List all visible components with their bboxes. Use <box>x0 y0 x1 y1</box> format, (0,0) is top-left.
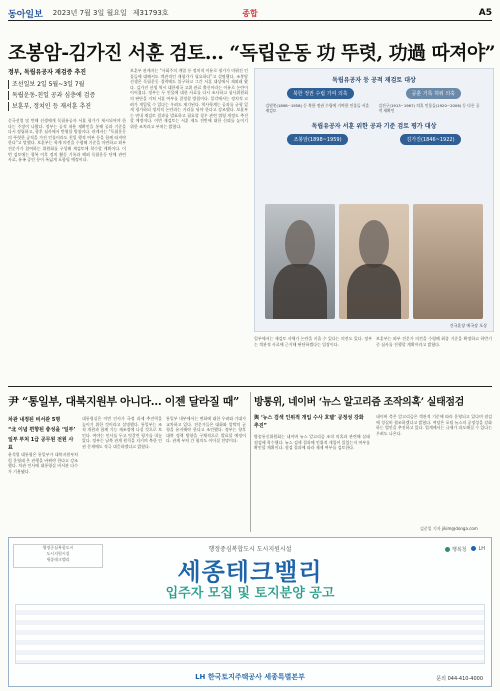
section-label: 종합 <box>242 8 258 18</box>
person-pill: 조봉암(1898~1959) <box>287 134 347 145</box>
page-number: A5 <box>478 8 492 18</box>
category-pill: 북한 정권 수립 기여 의혹 <box>287 88 354 99</box>
story-body: 네이버 측은 알고리즘은 객관적 기준에 따라 운영되고 있다며 점검에 성실히 협조하겠다고 밝혔다. 여당은 포털 뉴스의 공정성을 강화하는 법안을 추진하고 있다. 업계에서는 규제가 과도해질 수 있다는 우려도 나온다. <box>376 414 492 436</box>
infographic-subtitle: 독립유공자 서훈 위한 공과 기준 검토 평가 대상 <box>311 123 437 130</box>
body-column-3: 일부에서는 재검토 자체가 논란을 키울 수 있다는 의견도 있다. 정부는 객관적 사료에 근거해 판단하겠다는 입장이다. <box>254 336 372 347</box>
person-pill: 김가진(1846~1922) <box>400 134 460 145</box>
ad-side-text: 세종테크밸리 <box>46 557 70 562</box>
story-deck: “北 이념 편향된 충성을 ‘일부’ <box>8 427 76 433</box>
ad-side-text: 도시지원시설 <box>46 551 70 556</box>
story-body: 통일부 내부에서는 변화에 대한 우려와 기대가 교차하고 있다. 전문가들은 대화와 압박의 균형을 유지해야 한다고 조언했다. 정부는 향후 대북 정책 방향을 구체적으로 발표할 예정이다. 관계 부처 간 협의도 이어질 전망이다. <box>166 416 246 444</box>
issue-date: 2023년 7월 3일 월요일 <box>52 9 127 17</box>
lede-list <box>8 80 128 113</box>
story-body: 윤석열 대통령은 통일부가 대북지원부처럼 운영돼 온 관행을 바꿔야 한다고 강조했다. 차관 인사에 대통령실 비서관 다수가 기용됐다. <box>8 452 78 474</box>
lede-item: 보훈부, 정치인 등 재서훈 추진 <box>8 102 128 111</box>
story-deck: 차관 내정된 비서관 5명 <box>8 417 61 423</box>
body-column-1: 순국선열 및 만해 선생에게 독립유공자 서훈 평가가 제시되어야 한다는 주장이 나왔다. 정부는 공적 내용 재확인을 통해 공과 기준을 다시 정립하고, 향후 심사에서 반영할 방침이다. 관계자는 “독립운동의 뚜렷한 공적을 가진 인물이라도 친일 행적 여부 등을 함께 따져야 한다”고 말했다. 보훈부는 학계 의견을 수렴해 기준을 마련하고 외부 전문가가 참여하는 위원회를 구성해 재검토에 착수할 계획이다. 이번 검토에는 광복 이후 정치 활동 기록과 해외 독립운동 단체 관련 사료, 유족 증언 등이 폭넓게 포함될 예정이다. <box>8 118 126 163</box>
body-column-2: 보훈부 관계자는 “사회주의 계열 등 정치적 이유로 평가가 미뤄진 인물들에 대해서도 객관적인 재평가가 필요하다”고 설명했다. 조봉암 선생은 독립운동 경력에도 불구하고 그간 서훈 대상에서 제외돼 왔다. 김가진 선생 역시 대한제국 고위 관료 출신이라는 이유로 논란이 이어졌다. 정부는 두 인물에 대한 사료를 다시 조사하고 심사위원회의 판단을 거쳐 서훈 여부를 결정할 방침이다. 일각에서는 정치적 고려가 개입될 수 있다는 우려도 제기된다. 역사학계는 공과를 균형 있게 평가하되 정치적 논란과는 거리를 둬야 한다고 강조했다. 보훈부는 연내 재검토 결과를 발표하고 필요할 경우 관련 법령 개정도 추진할 예정이다. 이번 재검토는 서훈 제도 전반에 대한 신뢰를 높이기 위한 조치라고 부처는 밝혔다. <box>130 68 248 129</box>
ad-kicker: 행정중심복합도시 도시지원시설 <box>208 546 292 553</box>
medal-photo <box>413 204 483 319</box>
story-deck: 與 ‘뉴스 검색 인위적 개입 수사 호텔’ 공정성 강화 추진” <box>254 415 364 429</box>
ad-footer: LH 한국토지주택공사 세종특별본부 <box>195 673 305 681</box>
lede-item: 조선일보 2일 5월~3일 7월 <box>8 80 128 89</box>
story-headline: 방통위, 네이버 ‘뉴스 알고리즘 조작의혹’ 실태점검 <box>254 397 464 408</box>
byline: 김준일 기자 jikim@donga.com <box>420 526 478 531</box>
lede-item: 독립운동-친일 공과 심층에 검증 <box>8 91 128 100</box>
portrait-row <box>263 204 485 319</box>
infographic-title: 독립유공자 등 공적 재검토 대상 <box>332 77 416 84</box>
body-column-4: 보훈부는 외부 전문가 의견을 수렴해 최종 기준을 확정하고 하반기 중 심사를 진행할 계획이라고 밝혔다. <box>376 336 492 347</box>
issue-number: 제31793호 <box>132 9 169 17</box>
story-body: 방송통신위원회는 네이버 뉴스 알고리즘 조작 의혹과 관련해 실태점검에 착수했다. 뉴스 검색 결과에 인위적 개입이 있었는지 여부를 확인할 계획이다. 점검 결과에 따라 제재 여부를 검토한다. <box>254 434 370 451</box>
lede-title: 정부, 독립유공자 재검증 추진 <box>8 69 87 76</box>
column-divider <box>250 392 251 532</box>
story-deck: 일부 부처 1급 공무원 전원 사표 <box>8 437 74 451</box>
advertisement <box>8 537 492 687</box>
story-headline: 尹 “통일부, 대북지원부 아니다… 이젠 달라질 때” <box>8 395 239 408</box>
masthead <box>8 6 492 21</box>
ad-title: 세종테크밸리 <box>177 558 323 586</box>
ad-subtitle: 입주자 모집 및 토지분양 공고 <box>165 586 335 601</box>
photo-caption: 건국훈장 애국장 포상 <box>449 323 487 328</box>
ad-info-table <box>15 604 485 664</box>
category-text: 김진구(1913~1967) 의혹 인물들(1920~2006) 등 다른 공적 재확인 <box>378 103 480 113</box>
category-pill: 공훈 기록 허위 의혹 <box>406 88 461 99</box>
portrait-photo <box>339 204 409 319</box>
portrait-photo <box>265 204 335 319</box>
ad-side-text: 행정중심복합도시 <box>42 545 74 550</box>
lh-logo: LH <box>471 546 485 553</box>
agency-logo: 행복청 <box>445 546 467 553</box>
ad-logos <box>445 546 485 553</box>
main-headline: 조봉암-김가진 서훈 검토… “독립운동 功 뚜렷, 功過 따져야” <box>8 42 495 64</box>
category-text: 김원봉(1898~1958) 등 북한 정권 수립에 기여한 인물들 서훈 재검토 <box>265 103 370 113</box>
section-divider <box>8 386 492 387</box>
story-body: 대통령실은 이번 인사가 국정 과제 추진력을 높이기 위한 것이라고 설명했다. 통일부는 조직 개편과 함께 기능 재조정에 나설 것으로 보인다. 여야는 인사를 두고 엇갈린 평가를 내놓았다. 정부는 남북 관계 원칙을 지키며 북한 인권 문제에도 적극 대응하겠다고 밝혔다. <box>82 416 162 449</box>
newspaper-logo: 동아일보 <box>8 9 43 20</box>
ad-phone: 문의 044-410-4000 <box>436 676 483 682</box>
infographic-box <box>254 68 494 332</box>
